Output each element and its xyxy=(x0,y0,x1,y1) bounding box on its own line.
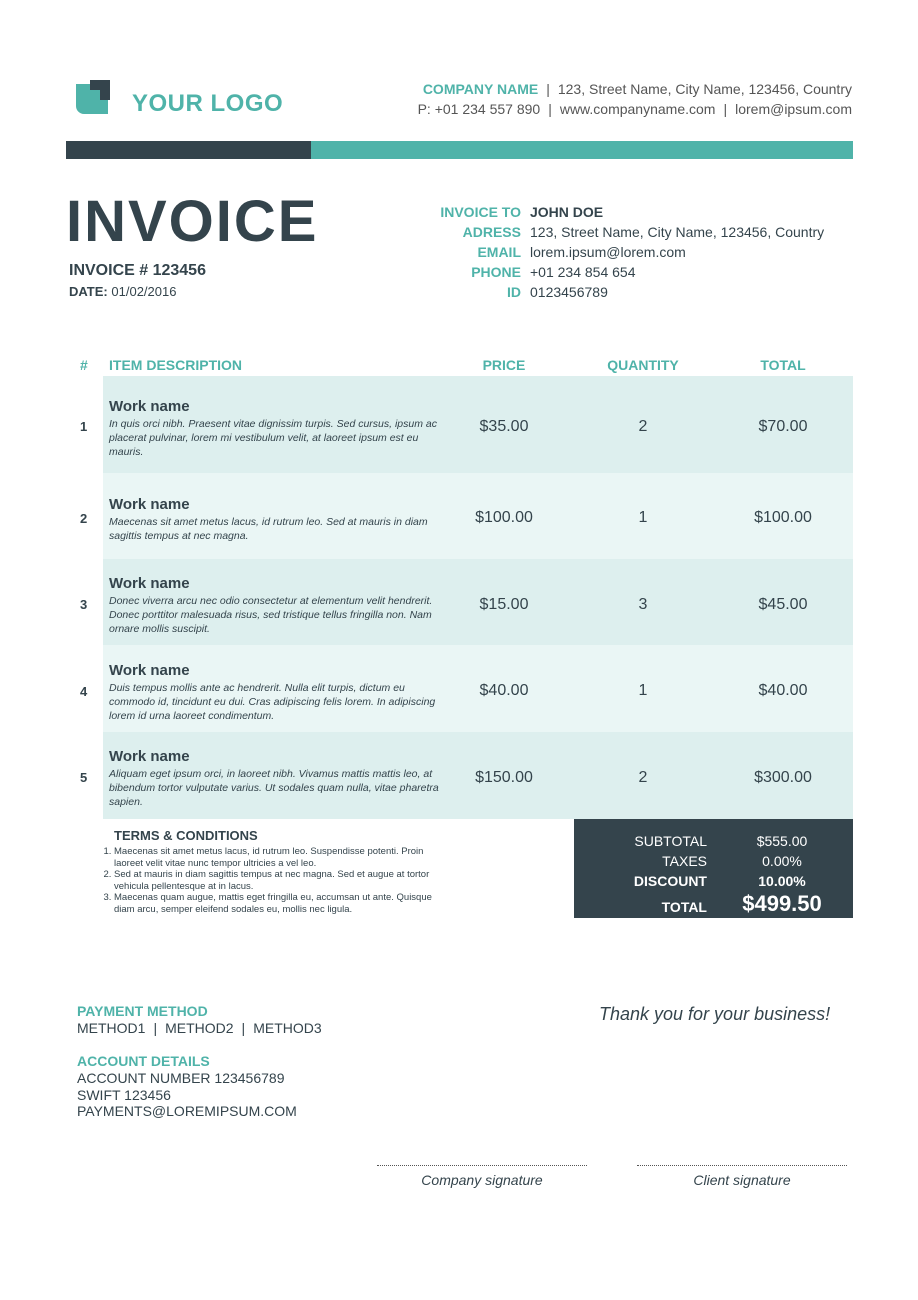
item-description: Aliquam eget ipsum orci, in laoreet nibh. Vivamus mattis mattis leo, at bibendum tortor vulputate varius. Ut sodales quam nulla, vitae pharetra sapien. xyxy=(109,768,439,808)
bill-to-label: EMAIL xyxy=(477,244,521,260)
item-price: $100.00 xyxy=(475,509,533,526)
row-number: 4 xyxy=(80,684,88,699)
company-website[interactable]: www.companyname.com xyxy=(559,101,716,117)
row-item xyxy=(109,575,439,636)
totals-box xyxy=(574,819,853,918)
company-signature-label: Company signature xyxy=(421,1172,543,1188)
thank-you-message: Thank you for your business! xyxy=(599,1004,831,1024)
item-description: Duis tempus mollis ante ac hendrerit. Nulla elit turpis, dictum eu commodo id, tincidunt eu dui. Cras adipiscing felis lorem. In adipiscing lorem id urna laoreet condimentum. xyxy=(109,682,436,722)
taxes-value: 0.00% xyxy=(762,853,802,869)
row-item xyxy=(109,398,439,459)
item-total: $45.00 xyxy=(758,596,808,613)
client-signature-label: Client signature xyxy=(693,1172,791,1188)
total-label: TOTAL xyxy=(661,899,707,915)
discount-value: 10.00% xyxy=(758,873,806,889)
payment-methods: METHOD1 | METHOD2 | METHOD3 xyxy=(77,1020,322,1036)
row-number: 2 xyxy=(80,511,88,526)
item-description: Donec viverra arcu nec odio consectetur at elementum velit hendrerit. Donec porttitor malesuada risus, sed tristique tellus fringilla non. Nam ornare mollis suscipit. xyxy=(109,595,433,635)
item-description: Maecenas sit amet metus lacus, id rutrum leo. Sed at mauris in diam sagittis tempus at nec magna. xyxy=(109,516,428,542)
payment-method: METHOD2 xyxy=(165,1020,234,1036)
item-quantity: 1 xyxy=(638,509,648,526)
row-number: 3 xyxy=(80,597,88,612)
subtotal-value: $555.00 xyxy=(756,833,808,849)
item-quantity: 2 xyxy=(638,418,648,435)
company-signature-line xyxy=(377,1165,587,1166)
account-email: PAYMENTS@LOREMIPSUM.COM xyxy=(77,1103,297,1119)
payment-method-title: PAYMENT METHOD xyxy=(77,1003,208,1019)
total-value: $499.50 xyxy=(742,891,822,916)
bill-to-value: 0123456789 xyxy=(530,284,608,300)
subtotal-label: SUBTOTAL xyxy=(634,833,707,849)
logo-icon xyxy=(76,80,110,114)
item-description: In quis orci nibh. Praesent vitae dignissim turpis. Sed cursus, ipsum ac placerat pulvinar, lorem mi vestibulum velit, at laoreet ipsum est eu mauris. xyxy=(109,418,437,458)
bill-to-value: lorem.ipsum@lorem.com xyxy=(530,244,686,260)
item-price: $15.00 xyxy=(479,596,529,613)
bill-to-block xyxy=(420,202,860,302)
item-total: $40.00 xyxy=(758,682,808,699)
column-header-description: ITEM DESCRIPTION xyxy=(109,357,243,373)
header-bar-dark xyxy=(66,141,311,159)
bill-to-row xyxy=(420,282,860,302)
item-name: Work name xyxy=(109,496,190,513)
column-header-quantity: QUANTITY xyxy=(607,357,679,373)
taxes-label: TAXES xyxy=(662,853,707,869)
company-phone: P: +01 234 557 890 xyxy=(417,101,541,117)
item-name: Work name xyxy=(109,662,190,679)
bill-to-label: ID xyxy=(507,284,521,300)
item-price: $35.00 xyxy=(479,418,529,435)
bill-to-value: 123, Street Name, City Name, 123456, Country xyxy=(530,224,825,240)
bill-to-row xyxy=(420,242,860,262)
item-price: $150.00 xyxy=(475,769,533,786)
invoice-title: INVOICE xyxy=(66,189,319,254)
column-header-price: PRICE xyxy=(482,357,526,373)
item-name: Work name xyxy=(109,748,190,765)
item-quantity: 2 xyxy=(638,769,648,786)
discount-label: DISCOUNT xyxy=(633,873,707,889)
logo-text: YOUR LOGO xyxy=(132,90,284,117)
row-item xyxy=(109,662,439,723)
bill-to-row xyxy=(420,262,860,282)
terms-item: 3. Maecenas quam augue, mattis eget fringilla eu, accumsan ut ante. Quisque diam arcu, semper eleifend sodales eu, mollis nec ligula. xyxy=(114,892,444,915)
row-item xyxy=(109,748,439,809)
payment-method: METHOD3 xyxy=(253,1020,322,1036)
company-name: COMPANY NAME xyxy=(422,81,539,97)
item-name: Work name xyxy=(109,398,190,415)
company-contacts: P: +01 234 557 890 | www.companyname.com | lorem@ipsum.com xyxy=(417,101,852,117)
column-header-total: TOTAL xyxy=(760,357,806,373)
invoice-date-label: DATE: xyxy=(69,284,108,299)
item-price: $40.00 xyxy=(479,682,529,699)
invoice-date xyxy=(69,284,176,299)
item-quantity: 3 xyxy=(638,596,648,613)
client-signature-line xyxy=(637,1165,847,1166)
payment-method: METHOD1 xyxy=(77,1020,146,1036)
terms-item: 1. Maecenas sit amet metus lacus, id rutrum leo. Suspendisse potenti. Proin laoreet velit vitae nunc tempor ultricies a vel leo. xyxy=(114,846,444,869)
company-email[interactable]: lorem@ipsum.com xyxy=(735,101,852,117)
account-details-title: ACCOUNT DETAILS xyxy=(77,1053,210,1069)
terms-item: 2. Sed at mauris in diam sagittis tempus at nec magna. Sed et augue at tortor vehicula pellentesque at in lacus. xyxy=(114,869,444,892)
bill-to-value: +01 234 854 654 xyxy=(530,264,636,280)
terms-title: TERMS & CONDITIONS xyxy=(114,828,258,843)
bill-to-label: ADRESS xyxy=(462,224,521,240)
item-quantity: 1 xyxy=(638,682,648,699)
item-name: Work name xyxy=(109,575,190,592)
row-number: 5 xyxy=(80,770,88,785)
bill-to-row xyxy=(420,222,860,242)
invoice-number: INVOICE # 123456 xyxy=(69,262,206,279)
row-number: 1 xyxy=(80,419,88,434)
item-total: $70.00 xyxy=(758,418,808,435)
bill-to-value: JOHN DOE xyxy=(530,204,604,220)
bill-to-row xyxy=(420,202,860,222)
terms-list xyxy=(100,846,444,915)
bill-to-label: PHONE xyxy=(471,264,521,280)
item-total: $100.00 xyxy=(754,509,812,526)
account-number: ACCOUNT NUMBER 123456789 xyxy=(77,1070,285,1086)
company-address: 123, Street Name, City Name, 123456, Country xyxy=(557,81,852,97)
account-swift: SWIFT 123456 xyxy=(77,1087,171,1103)
item-total: $300.00 xyxy=(754,769,812,786)
row-item xyxy=(109,496,439,543)
bill-to-label: INVOICE TO xyxy=(440,204,521,220)
header-bar-accent xyxy=(311,141,853,159)
company-info: COMPANY NAME | 123, Street Name, City Name, 123456, Country xyxy=(422,81,852,97)
column-header-number: # xyxy=(80,357,88,373)
invoice-date-value: 01/02/2016 xyxy=(111,284,177,299)
